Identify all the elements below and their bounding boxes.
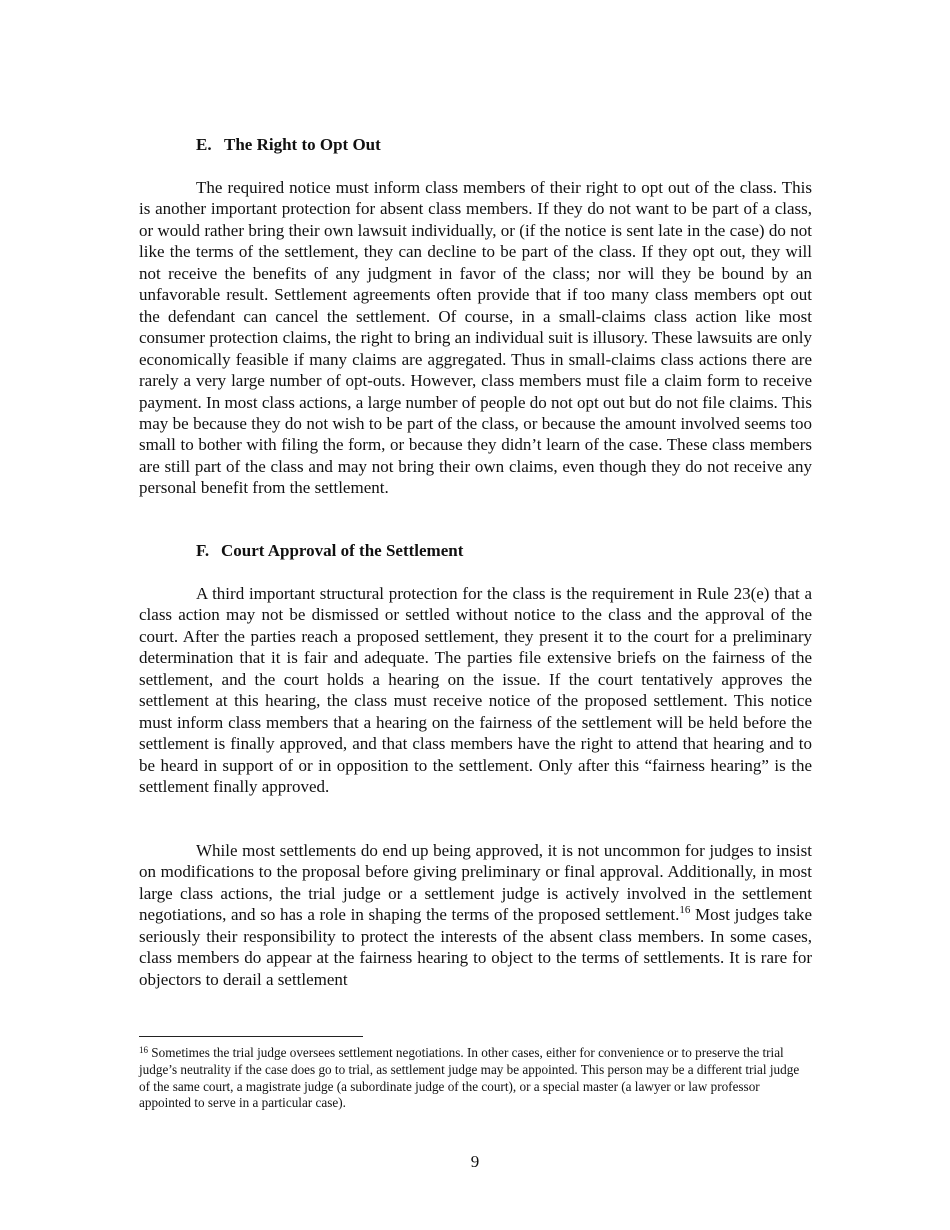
page-number: 9 [470, 1152, 480, 1171]
section-title: The Right to Opt Out [224, 135, 381, 154]
section-letter: E. [196, 135, 212, 154]
section-heading-e [196, 134, 381, 155]
section-letter: F. [196, 541, 210, 560]
section-title: Court Approval of the Settlement [221, 541, 464, 560]
footnote-text: Sometimes the trial judge oversees settlement negotiations. In other cases, either for convenience or to preserve the trial judge’s neutrality if the case does go to trial, as settlement judge may be appointed. This person may be a different trial judge of the same court, a magistrate judge (a subordinate judge of the court), or a special master (a lawyer or law professor appointed to serve in a particular case). [139, 1045, 800, 1111]
footnote-number: 16 [139, 1045, 148, 1055]
paragraph-text: Most judges take seriously their responsibility to protect the interests of the absent class members. In some cases, class members do appear at the fairness hearing to object to the terms of settlements. It is rare for objectors to derail a settlement [139, 905, 812, 989]
opt-out-paragraph: The required notice must inform class members of their right to opt out of the class. This is another important protection for absent class members. If they do not want to be part of a class, or would rather bring their own lawsuit individually, or (if the notice is sent late in the case) do not like the terms of the settlement, they can decline to be part of the class. If they opt out, they will not receive the benefits of any judgment in favor of the class; nor will they be bound by an unfavorable result. Settlement agreements often provide that if too many class members opt out the defendant can cancel the settlement. Of course, in a small-claims class action like most consumer protection claims, the right to bring an individual suit is illusory. These lawsuits are only economically feasible if many claims are aggregated. Thus in small-claims class actions there are rarely a very large number of opt-outs. However, class members must file a claim form to receive payment. In most class actions, a large number of people do not opt out but do not file claims. This may be because they do not wish to be part of the class, or because the amount involved seems too small to bother with filing the form, or because they didn’t learn of the case. These class members are still part of the class and may not bring their own claims, even though they do not receive any personal benefit from the settlement. [139, 178, 812, 498]
footnote-divider [139, 1036, 363, 1037]
footnote-reference[interactable]: 16 [679, 904, 691, 917]
paragraph-text: While most settlements do end up being approved, it is not uncommon for judges to insist on modifications to the proposal before giving preliminary or final approval. Additionally, in most large class actions, the trial judge or a settlement judge is actively involved in the settlement negotiations, and so has a role in shaping the terms of the proposed settlement. [139, 841, 812, 925]
footnote [139, 1045, 812, 1112]
section-heading-f [196, 540, 463, 561]
modifications-paragraph [139, 840, 812, 990]
court-approval-paragraph: A third important structural protection for the class is the requirement in Rule 23(e) that a class action may not be dismissed or settled without notice to the class and the approval of the court. After the parties reach a proposed settlement, they present it to the court for a preliminary determination that it is fair and adequate. The parties file extensive briefs on the fairness of the settlement, and the court holds a hearing on the issue. If the court tentatively approves the settlement at this hearing, the class must receive notice of the proposed settlement. This notice must inform class members that a hearing on the fairness of the settlement will be held before the settlement is finally approved, and that class members have the right to attend that hearing and to be heard in support of or in opposition to the settlement. Only after this “fairness hearing” is the settlement finally approved. [139, 584, 812, 797]
